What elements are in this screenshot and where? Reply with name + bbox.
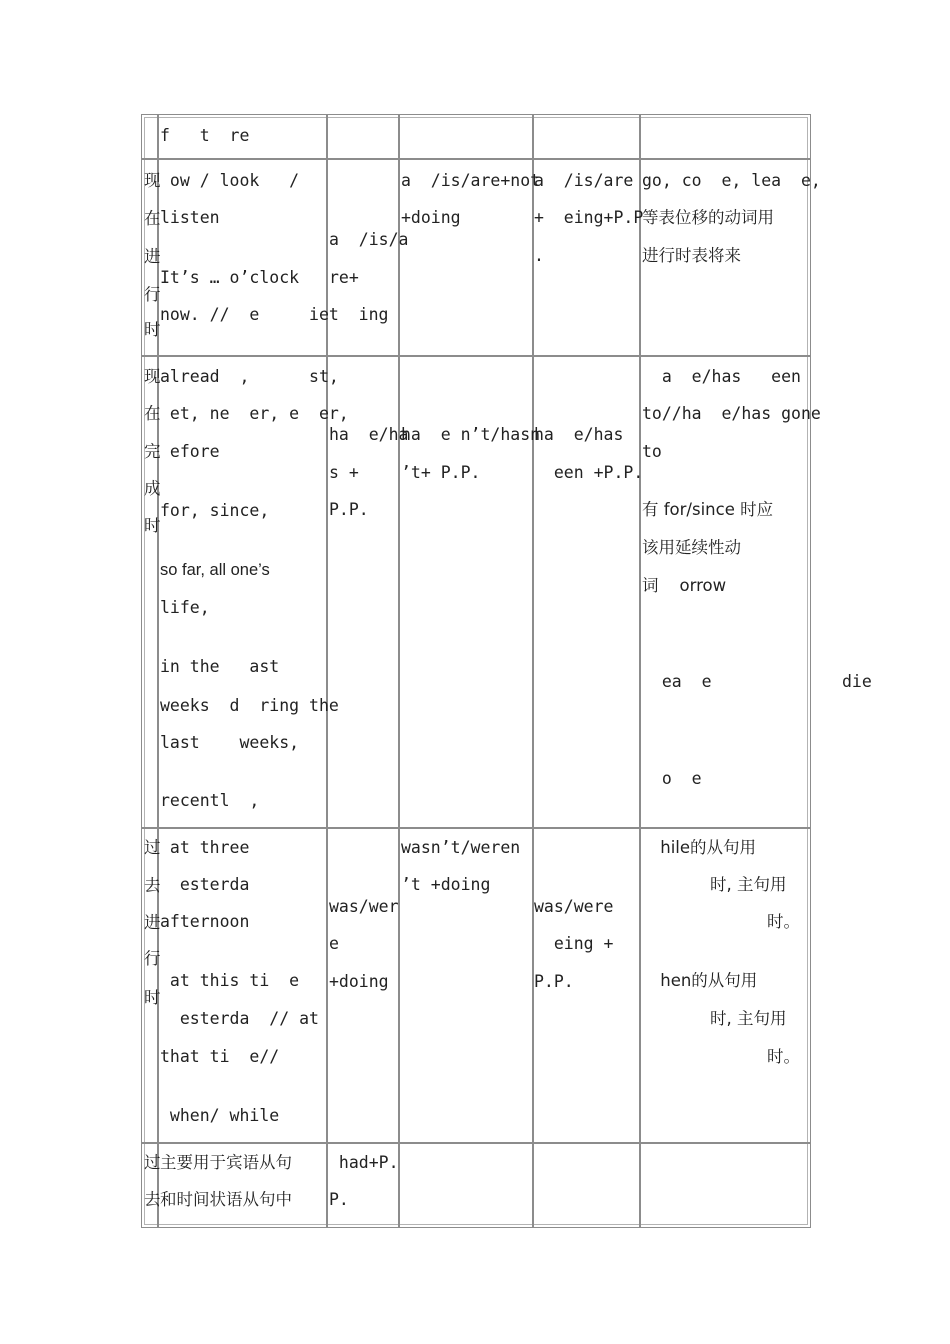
affirm-line: a /is/a <box>329 230 409 249</box>
negative-line: ha e n’t/hasn <box>401 425 541 444</box>
signal-line: afternoon <box>160 912 250 931</box>
signal-line: esterda // at <box>160 1009 319 1028</box>
passive-line: een +P.P. <box>534 463 644 482</box>
tense-label-char: 时 <box>144 988 161 1007</box>
signal-line: that ti e// <box>160 1047 280 1066</box>
tense-label-char: 过 <box>144 1153 161 1172</box>
tense-label-char: 在 <box>144 209 161 228</box>
notes-line: o e <box>642 769 702 788</box>
signal-line: at this ti e <box>160 971 300 990</box>
tense-label-char: 行 <box>144 285 161 304</box>
signal-line: listen <box>160 208 220 227</box>
notes-line: 时。 <box>767 912 800 931</box>
passive-line: a /is/are <box>534 171 634 190</box>
signal-line: last weeks, <box>160 733 300 752</box>
tense-label-char: 在 <box>144 404 161 423</box>
notes-line: 进行时表将来 <box>642 246 741 265</box>
row-divider <box>141 1142 811 1144</box>
signal-line: 主要用于宾语从句 <box>160 1153 292 1172</box>
signal-line: in the ast <box>160 657 280 676</box>
affirm-line: re+ <box>329 268 359 287</box>
signal-line: when/ while <box>160 1106 280 1125</box>
tense-label-char: 现 <box>144 367 161 386</box>
affirm-line: had+P. <box>329 1153 399 1172</box>
passive-line: was/were <box>534 897 614 916</box>
affirm-line: e <box>329 934 339 953</box>
affirm-line: was/wer <box>329 897 399 916</box>
affirm-line: ha e/ha <box>329 425 409 444</box>
tense-label-char: 进 <box>144 247 161 266</box>
cell-signal-r0: f t re <box>160 126 250 145</box>
signal-line: at three <box>160 838 250 857</box>
notes-line: 词 orrow <box>642 576 727 595</box>
signal-line: weeks d ring the <box>160 696 339 715</box>
row-divider <box>141 355 811 357</box>
tense-label-char: 完 <box>144 442 161 461</box>
notes-line: a e/has een <box>642 367 801 386</box>
signal-line: et, ne er, e er, <box>160 404 349 423</box>
notes-line: 时, 主句用 <box>710 1009 787 1028</box>
tense-label-char: 进 <box>144 913 161 932</box>
signal-line: 和时间状语从句中 <box>160 1190 292 1209</box>
negative-line: +doing <box>401 208 461 227</box>
notes-line: to//ha e/has gone <box>642 404 821 423</box>
notes-line: go, co e, lea e, <box>642 171 821 190</box>
tense-label-char: 时 <box>144 320 161 339</box>
col-divider <box>326 114 328 1228</box>
notes-line: to <box>642 442 662 461</box>
col-divider <box>639 114 641 1228</box>
negative-line: ’t +doing <box>401 875 491 894</box>
affirm-line: +doing <box>329 972 389 991</box>
col-divider <box>157 114 159 1228</box>
signal-line: It’s … o’clock <box>160 268 300 287</box>
row-divider <box>141 827 811 829</box>
passive-line: . <box>534 246 544 265</box>
signal-line: alread , st, <box>160 367 339 386</box>
signal-line: recentl , <box>160 791 260 810</box>
affirm-line: s + <box>329 463 359 482</box>
col-divider <box>398 114 400 1228</box>
notes-line: hile的从句用 <box>655 838 757 857</box>
affirm-line: P.P. <box>329 500 369 519</box>
notes-line: 时。 <box>767 1047 800 1066</box>
tense-label-char: 去 <box>144 876 161 895</box>
signal-line: life, <box>160 598 210 617</box>
negative-line: ’t+ P.P. <box>401 463 481 482</box>
notes-line: die <box>842 672 872 691</box>
notes-line: 该用延续性动 <box>642 538 741 557</box>
passive-line: + eing+P.P <box>534 208 644 227</box>
negative-line: a /is/are+not <box>401 171 541 190</box>
negative-line: wasn’t/weren <box>401 838 521 857</box>
passive-line: ha e/has <box>534 425 624 444</box>
tense-label-char: 去 <box>144 1190 161 1209</box>
tense-label-char: 成 <box>144 479 161 498</box>
notes-line: 时, 主句用 <box>710 875 787 894</box>
signal-line: esterda <box>160 875 250 894</box>
signal-line: for, since, <box>160 501 270 520</box>
tense-label-char: 时 <box>144 516 161 535</box>
col-divider <box>532 114 534 1228</box>
passive-line: eing + <box>534 934 614 953</box>
passive-line: P.P. <box>534 972 574 991</box>
signal-line: ow / look / <box>160 171 300 190</box>
tense-label-char: 现 <box>144 171 161 190</box>
notes-line: hen的从句用 <box>655 971 758 990</box>
affirm-line: P. <box>329 1190 349 1209</box>
notes-line: 等表位移的动词用 <box>642 208 774 227</box>
notes-line: 有 for/since 时应 <box>642 500 774 519</box>
notes-line: ea e <box>642 672 712 691</box>
tense-label-char: 过 <box>144 838 161 857</box>
tense-label-char: 行 <box>144 949 161 968</box>
signal-line: efore <box>160 442 220 461</box>
signal-line: so far, all one’s <box>160 561 270 579</box>
row-divider <box>141 158 811 160</box>
signal-line: now. // e iet ing <box>160 305 389 324</box>
